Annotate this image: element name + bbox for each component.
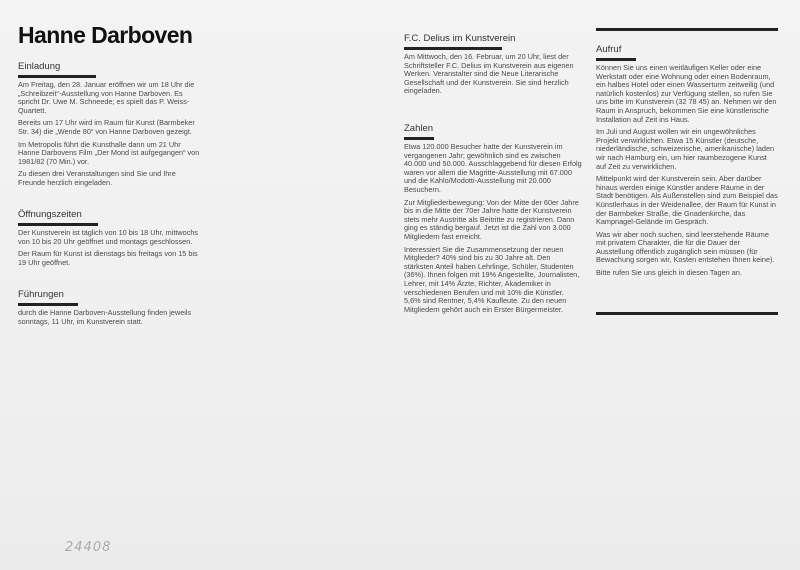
paragraph: Was wir aber noch suchen, sind leerstehende Räume mit privatem Charakter, die für die Dauer der Ausstellung öffentlich zugänglich sein müssen (für Bewachung sorgen wir, Kosten entstehen Ihnen keine).: [596, 229, 775, 265]
heading-fuehrungen: Führungen: [18, 289, 78, 306]
paragraph: Am Mittwoch, den 16. Februar, um 20 Uhr, liest der Schriftsteller F.C. Delius im Kunstverein aus eigenen Werken. Veranstalter sind die Neue Literarische Gesellschaft und der Kunstverein. Sie sind herzlich eingeladen.: [404, 52, 574, 96]
heading-delius: F.C. Delius im Kunstverein: [404, 33, 502, 50]
paragraph: durch die Hanne Darboven-Ausstellung finden jeweils sonntags, 11 Uhr, im Kunstverein statt.: [18, 308, 192, 326]
paragraph: Können Sie uns einen weitläufigen Keller oder eine Werkstatt oder eine Wohnung oder einen Bodenraum, ein halbes Hotel oder einen Wasserturm zeitweilig (und natürlich kostenlos) zur Verfügung stellen, so rufen Sie uns bitte im Kunstverein (32 78 45) an. Nehmen wir den Raum in Anspruch, bekommen Sie eine künstlerische Installation auf Zeit ins Haus.: [596, 63, 777, 124]
paragraph: Mittelpunkt wird der Kunstverein sein. Aber darüber hinaus werden einige Künstler andere Räume in der Stadt benötigen. Als Außenstellen sind zum Beispiel das Künstlerhaus in der Weidenallee, der Raum für Kunst in der Barmbeker Straße, die Gnadenkirche, das Kampnagel-Gelände im Gespräch.: [596, 174, 778, 227]
heading-aufruf: Aufruf: [596, 44, 636, 61]
paragraph: Interessiert Sie die Zusammensetzung der neuen Mitglieder? 40% sind bis zu 30 Jahre alt. Den stärksten Anteil haben Lehrlinge, Schüler, Studenten (36%). Ihnen folgen mit 19% Angestellte, Journalisten, Lehrer, mit 14% Ärzte, Richter, Akademiker in verschiedenen Berufen und mit 10% die Künstler. 5,6% sind Rentner, 5,4% Kaufleute. Zu den neuen Mitgliedern gehört auch ein Erster Bürgermeister.: [404, 244, 580, 314]
paragraph: Im Juli und August wollen wir ein ungewöhnliches Projekt verwirklichen. Etwa 15 Künstler (deutsche, niederländische, schweizerische, amerikanische) laden wir nach Hamburg ein, um hier raumbezogene Kunst auf Zeit zu verwirklichen.: [596, 127, 775, 171]
page-title: Hanne Darboven: [18, 22, 193, 48]
section-aufruf: [596, 39, 778, 278]
heading-zahlen: Zahlen: [404, 123, 434, 140]
paragraph: Am Freitag, den 28. Januar eröffnen wir um 18 Uhr die „Schreibzeit“-Ausstellung von Hanne Darboven. Es spricht Dr. Uwe M. Schneede; es spielt das P. Weiss-Quartett.: [18, 80, 195, 115]
section-oeffnungszeiten: [18, 204, 203, 267]
paragraph: Bereits um 17 Uhr wird im Raum für Kunst (Barmbeker Str. 34) die „Wende 80“ von Hanne Darboven gezeigt.: [18, 118, 195, 136]
section-einladung: [18, 56, 203, 188]
paragraph: Im Metropolis führt die Kunsthalle dann um 21 Uhr Hanne Darbovens Film „Der Mond ist aufgegangen“ von 1981/82 (70 Min.) vor.: [18, 139, 200, 166]
paragraph: Zur Mitgliederbewegung: Von der Mitte der 60er Jahre bis in die Mitte der 70er Jahre hatte der Kunstverein stets mehr Austritte als Beitritte zu registrieren. Dann ging es ständig bergauf. Jetzt ist die Zahl von 3.000 Mitgliedern fast erreicht.: [404, 197, 579, 241]
section-fuehrungen: [18, 284, 203, 326]
top-rule: [596, 28, 778, 31]
paragraph: Der Kunstverein ist täglich von 10 bis 18 Uhr, mittwochs von 10 bis 20 Uhr geöffnet und montags geschlossen.: [18, 228, 199, 246]
bottom-rule: [596, 312, 778, 315]
handwritten-note: 24408: [65, 540, 112, 555]
paragraph: Etwa 120.000 Besucher hatte der Kunstverein im vergangenen Jahr; gewöhnlich sind es zwischen 40.000 und 50.000. Ausschlaggebend für diesen Erfolg waren vor allem die Magritte-Ausstellung mit 67.000 und die Kahlo/Modotti-Ausstellung mit 20.000 Besuchern.: [404, 142, 582, 194]
heading-einladung: Einladung: [18, 61, 96, 78]
paragraph: Zu diesen drei Veranstaltungen sind Sie und Ihre Freunde herzlich eingeladen.: [18, 169, 176, 187]
paragraph: Bitte rufen Sie uns gleich in diesen Tagen an.: [596, 268, 742, 278]
heading-oeffnungszeiten: Öffnungszeiten: [18, 209, 98, 226]
section-zahlen: [404, 118, 582, 314]
paragraph: Der Raum für Kunst ist dienstags bis freitags von 15 bis 19 Uhr geöffnet.: [18, 249, 198, 267]
section-delius: [404, 28, 582, 96]
